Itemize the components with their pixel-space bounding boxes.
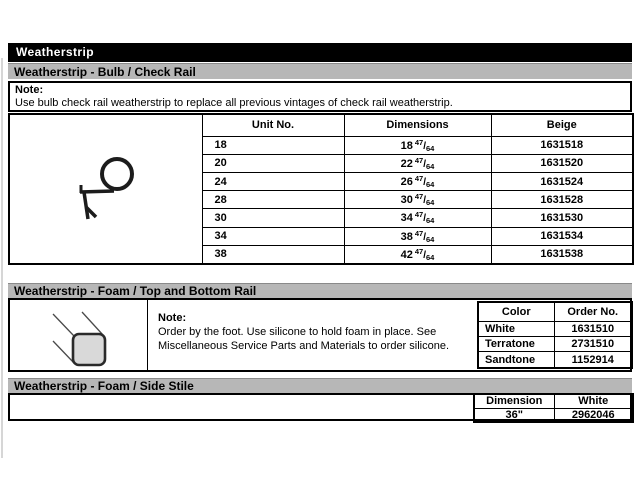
order-no-cell: 2731510 [554,336,632,351]
note-text: Use bulb check rail weatherstrip to replace all previous vintages of check rail weatherstrip. [15,97,453,109]
dimension-cell: 42 $^{47}$/64 [344,245,491,264]
table-row [474,408,633,422]
dimension-cell: 22 $^{47}$/64 [344,154,491,172]
col-header-white: White [554,394,633,408]
color-cell: Terratone [478,336,554,351]
bulb-check-rail-table [8,113,634,265]
foam-stile-table [473,393,634,423]
note-box-foam [158,311,470,353]
dimension-cell: 34 $^{47}$/64 [344,209,491,227]
table-header-row [9,114,633,136]
table-header-row [474,394,633,408]
color-cell: Sandtone [478,352,554,368]
col-header-dimension: Dimension [474,394,554,408]
section-header-label: Weatherstrip - Foam / Top and Bottom Rail [14,284,257,298]
table-header-row [478,302,632,321]
section-header-foam-side-stile [8,378,632,393]
table-row [478,321,632,336]
beige-order-cell: 1631518 [491,136,633,154]
note-text: Order by the foot. Use silicone to hold foam in place. See Miscellaneous Service Parts and Materials to order silicone. [158,326,450,352]
unit-no-cell: 28 [202,191,344,209]
col-header-beige: Beige [491,114,633,136]
beige-order-cell: 1631530 [491,209,633,227]
col-header-order-no: Order No. [554,302,632,321]
order-no-cell: 1152914 [554,352,632,368]
order-no-cell: 1631510 [554,321,632,336]
section-header-label: Weatherstrip - Foam / Side Stile [14,379,194,393]
bulb-weatherstrip-profile-icon [10,115,201,263]
table-row [478,336,632,351]
bulb-profile-image-cell [9,114,202,264]
col-header-dimensions: Dimensions [344,114,491,136]
dimension-cell: 30 $^{47}$/64 [344,191,491,209]
col-header-unit-no: Unit No. [202,114,344,136]
white-order-cell: 2962046 [554,408,633,422]
foam-rail-color-table [477,301,633,369]
page-title: Weatherstrip [16,45,94,59]
note-label: Note: [15,84,44,96]
unit-no-cell: 24 [202,172,344,190]
foam-weatherstrip-profile-icon [10,300,146,370]
beige-order-cell: 1631534 [491,227,633,245]
dimension-cell: 18 $^{47}$/64 [344,136,491,154]
foam-stile-content-box [8,393,632,421]
foam-profile-image-cell [10,300,148,370]
beige-order-cell: 1631538 [491,245,633,264]
section-header-foam-top-bottom-rail [8,283,632,298]
dimension-cell: 38 $^{47}$/64 [344,227,491,245]
beige-order-cell: 1631520 [491,154,633,172]
title-bar [8,43,632,62]
beige-order-cell: 1631528 [491,191,633,209]
col-header-color: Color [478,302,554,321]
unit-no-cell: 20 [202,154,344,172]
unit-no-cell: 38 [202,245,344,264]
page-edge-artifact [1,58,3,458]
foam-rail-content-box [8,298,632,372]
unit-no-cell: 34 [202,227,344,245]
section-header-bulb-check-rail [8,63,632,79]
table-row [478,352,632,368]
color-cell: White [478,321,554,336]
note-label: Note: [158,312,187,324]
unit-no-cell: 18 [202,136,344,154]
beige-order-cell: 1631524 [491,172,633,190]
unit-no-cell: 30 [202,209,344,227]
dimension-cell: 26 $^{47}$/64 [344,172,491,190]
dimension-cell: 36" [474,408,554,422]
section-header-label: Weatherstrip - Bulb / Check Rail [14,65,196,79]
note-box-bulb [8,81,632,112]
